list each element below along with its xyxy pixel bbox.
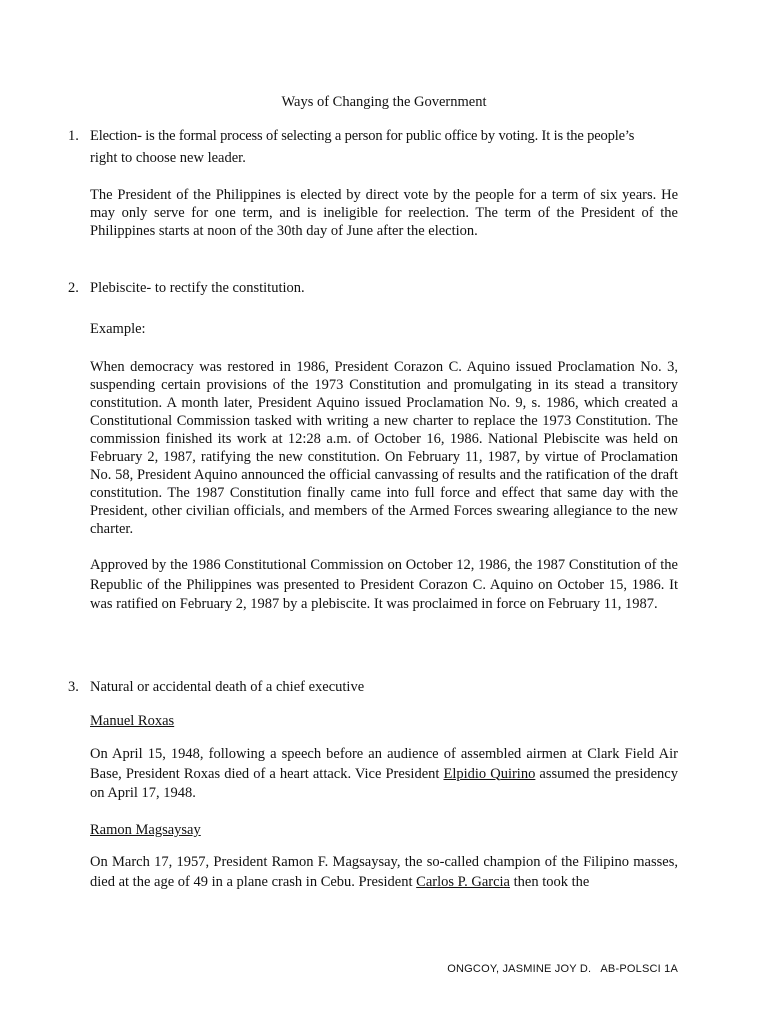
section-2-heading: Plebiscite- to rectify the constitution. <box>90 280 305 296</box>
section-1-paragraph: The President of the Philippines is elected by direct vote by the people for a term of six years. He may only serve for one term, and is ineligible for reelection. The term of the President of the Philippines starts at noon of the 30th day of June after the election. <box>90 187 678 239</box>
magsaysay-paragraph <box>90 853 678 892</box>
section-2-paragraph-1: When democracy was restored in 1986, President Corazon C. Aquino issued Proclamation No. 3, suspending certain provisions of the 1973 Constitution and promulgating in its stead a transitory constitution. A month later, President Aquino issued Proclamation No. 9, s. 1986, which created a Constitutional Commission tasked with writing a new charter to replace the 1973 Constitution. The commission finished its work at 12:28 a.m. of October 16, 1986. National Plebiscite was held on February 2, 1987, ratifying the new constitution. On February 11, 1987, by virtue of Proclamation No. 58, President Aquino announced the official canvassing of results and the ratification of the draft constitution. The 1987 Constitution finally came into full force and effect that same day with the President, other civilian officials, and members of the Armed Forces swearing allegiance to the new charter. <box>90 359 678 537</box>
section-1-number: 1. <box>68 128 79 144</box>
magsaysay-text-before: On March 17, 1957, President Ramon F. Magsaysay, the so-called champion of the Filipino masses, died at the age of 49 in a plane crash in Cebu. President <box>90 854 678 890</box>
elpidio-quirino-link[interactable]: Elpidio Quirino <box>443 765 536 782</box>
magsaysay-heading: Ramon Magsaysay <box>90 822 201 838</box>
roxas-paragraph <box>90 745 678 804</box>
document-title: Ways of Changing the Government <box>281 94 487 110</box>
subsection-heading-roxas <box>90 712 678 730</box>
footer-author: ONGCOY, JASMINE JOY D. AB-POLSCI 1A <box>447 963 678 975</box>
subsection-heading-magsaysay <box>90 821 678 839</box>
section-1-line-1: Election- is the formal process of selecting a person for public office by voting. It is the people’s <box>90 128 635 144</box>
carlos-garcia-link[interactable]: Carlos P. Garcia <box>416 873 510 890</box>
roxas-text-before: On April 15, 1948, following a speech before an audience of assembled airmen at Clark Field Air Base, President Roxas died of a heart attack. Vice President <box>90 746 678 782</box>
section-2-paragraph-2: Approved by the 1986 Constitutional Commission on October 12, 1986, the 1987 Constitution of the Republic of the Philippines was presented to President Corazon C. Aquino on October 15, 1986. It was ratified on February 2, 1987 by a plebiscite. It was proclaimed in force on February 11, 1987. <box>90 557 678 612</box>
section-2-number: 2. <box>68 280 79 296</box>
magsaysay-text-after: then took the <box>509 873 590 890</box>
section-2-example-label: Example: <box>90 321 146 337</box>
section-3-number: 3. <box>68 679 79 695</box>
section-3-heading: Natural or accidental death of a chief executive <box>90 679 365 695</box>
roxas-text-after: assumed the presidency on April 17, 1948. <box>90 765 678 801</box>
section-1-line-2: right to choose new leader. <box>90 150 246 166</box>
roxas-heading: Manuel Roxas <box>90 713 175 729</box>
